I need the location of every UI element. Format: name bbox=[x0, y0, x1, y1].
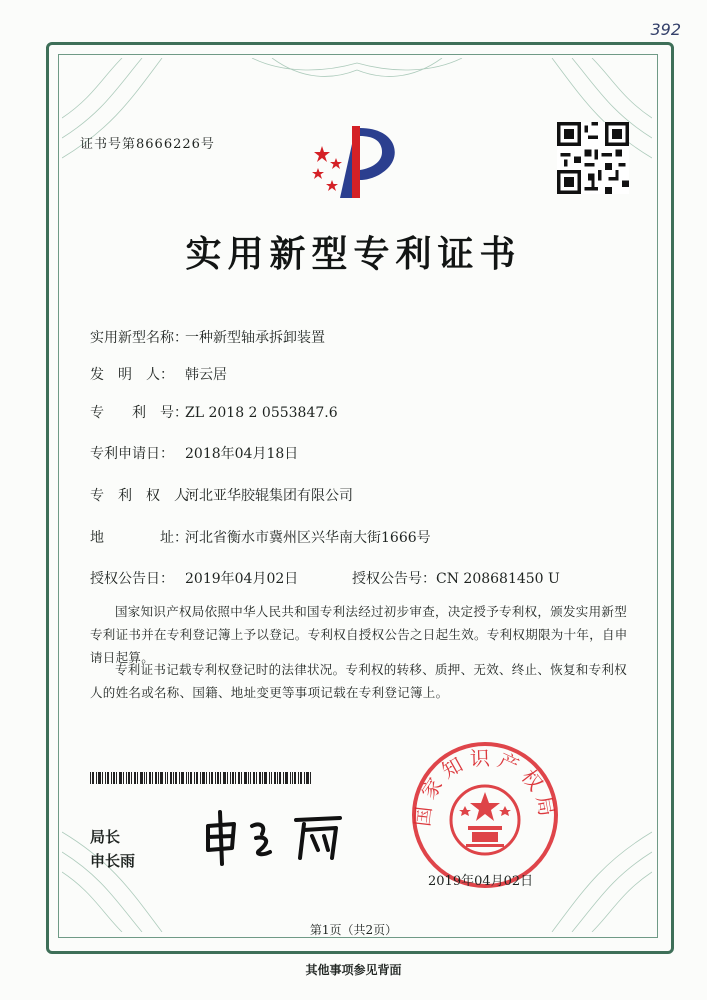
field-value: CN 208681450 U bbox=[436, 571, 560, 587]
barcode-bar bbox=[232, 772, 234, 784]
legal-status-paragraph: 专利证书记载专利权登记时的法律状况。专利权的转移、质押、无效、终止、恢复和专利权人的姓名或名称、国籍、地址变更等事项记载在专利登记簿上。 bbox=[90, 662, 628, 700]
barcode-bar bbox=[200, 772, 201, 784]
barcode-bar bbox=[194, 772, 195, 784]
barcode-bar bbox=[253, 772, 255, 784]
barcode-bar bbox=[244, 772, 247, 784]
field-value: 2019年04月02日 bbox=[185, 571, 299, 587]
field-grant-date bbox=[90, 568, 298, 588]
cnipa-emblem-icon bbox=[300, 124, 410, 202]
barcode-bar bbox=[292, 772, 293, 784]
barcode-bar bbox=[250, 772, 251, 784]
page-number: 第1页（共2页） bbox=[309, 923, 398, 937]
barcode-bar bbox=[269, 772, 270, 784]
barcode-bar bbox=[102, 772, 103, 784]
barcode-bar bbox=[256, 772, 257, 784]
field-label: 发 明 人： bbox=[90, 367, 174, 383]
barcode-bar bbox=[279, 772, 281, 784]
barcode-bar bbox=[158, 772, 159, 784]
barcode-bar bbox=[230, 772, 231, 784]
barcode-bar bbox=[209, 772, 210, 784]
seal-text-ring bbox=[410, 740, 560, 890]
barcode-bar bbox=[238, 772, 240, 784]
signatory-name: 申长雨 bbox=[90, 852, 136, 870]
barcode bbox=[90, 772, 312, 784]
barcode-bar bbox=[113, 772, 115, 784]
barcode-bar bbox=[92, 772, 94, 784]
field-patentee bbox=[90, 485, 353, 505]
barcode-bar bbox=[196, 772, 198, 784]
barcode-bar bbox=[160, 772, 163, 784]
footer-note: 其他事项参见背面 bbox=[305, 963, 402, 977]
barcode-bar bbox=[128, 772, 130, 784]
handwritten-signature bbox=[200, 808, 350, 868]
barcode-bar bbox=[298, 772, 299, 784]
barcode-bar bbox=[175, 772, 177, 784]
barcode-bar bbox=[111, 772, 112, 784]
barcode-bar bbox=[144, 772, 145, 784]
barcode-bar bbox=[134, 772, 136, 784]
barcode-bar bbox=[181, 772, 184, 784]
barcode-bar bbox=[123, 772, 124, 784]
barcode-bar bbox=[190, 772, 192, 784]
field-label: 专 利 权 人： bbox=[90, 488, 202, 504]
barcode-bar bbox=[90, 772, 91, 784]
handwritten-page-number: 392 bbox=[650, 20, 681, 39]
barcode-bar bbox=[241, 772, 242, 784]
field-address bbox=[90, 527, 431, 547]
field-label: 授权公告日： bbox=[90, 571, 174, 587]
field-value: 韩云居 bbox=[185, 367, 227, 383]
field-patent-number bbox=[90, 402, 338, 422]
barcode-bar bbox=[300, 772, 302, 784]
barcode-bar bbox=[277, 772, 278, 784]
field-label: 地 址： bbox=[90, 530, 188, 546]
barcode-bar bbox=[271, 772, 272, 784]
barcode-bar bbox=[137, 772, 138, 784]
barcode-bar bbox=[223, 772, 226, 784]
barcode-bar bbox=[105, 772, 106, 784]
barcode-bar bbox=[149, 772, 151, 784]
field-label: 专利申请日： bbox=[90, 446, 174, 462]
barcode-bar bbox=[202, 772, 205, 784]
barcode-bar bbox=[235, 772, 236, 784]
barcode-bar bbox=[227, 772, 228, 784]
barcode-bar bbox=[304, 772, 305, 784]
qr-code bbox=[557, 122, 629, 194]
svg-text:国家知识产权局: 国家知识产权局 bbox=[410, 745, 560, 828]
barcode-bar bbox=[290, 772, 291, 784]
field-label: 授权公告号： bbox=[352, 571, 436, 587]
barcode-bar bbox=[165, 772, 166, 784]
barcode-bar bbox=[179, 772, 180, 784]
barcode-bar bbox=[217, 772, 219, 784]
barcode-bar bbox=[186, 772, 187, 784]
field-value: 一种新型轴承拆卸装置 bbox=[185, 330, 325, 346]
barcode-bar bbox=[119, 772, 122, 784]
barcode-bar bbox=[259, 772, 261, 784]
barcode-bar bbox=[294, 772, 296, 784]
barcode-bar bbox=[131, 772, 132, 784]
seal-date: 2019年04月02日 bbox=[428, 874, 534, 889]
field-value: 河北亚华胶辊集团有限公司 bbox=[185, 488, 353, 504]
barcode-bar bbox=[274, 772, 276, 784]
barcode-bar bbox=[220, 772, 221, 784]
field-value: 河北省衡水市冀州区兴华南大街1666号 bbox=[185, 530, 431, 546]
barcode-bar bbox=[173, 772, 174, 784]
barcode-bar bbox=[170, 772, 172, 784]
field-value: 2018年04月18日 bbox=[185, 446, 299, 462]
barcode-bar bbox=[126, 772, 127, 784]
barcode-bar bbox=[310, 772, 311, 784]
field-label: 专 利 号： bbox=[90, 405, 188, 421]
field-label: 实用新型名称： bbox=[90, 330, 188, 346]
certificate-title: 实用新型专利证书 bbox=[185, 233, 522, 275]
signatory-title: 局长 bbox=[90, 828, 121, 846]
barcode-bar bbox=[98, 772, 101, 784]
barcode-bar bbox=[211, 772, 213, 784]
barcode-bar bbox=[116, 772, 117, 784]
barcode-bar bbox=[285, 772, 288, 784]
barcode-bar bbox=[107, 772, 109, 784]
barcode-bar bbox=[96, 772, 97, 784]
barcode-bar bbox=[167, 772, 168, 784]
field-utility-model-name bbox=[90, 327, 325, 347]
barcode-bar bbox=[140, 772, 143, 784]
barcode-bar bbox=[215, 772, 216, 784]
field-application-date bbox=[90, 443, 298, 463]
barcode-bar bbox=[206, 772, 207, 784]
barcode-bar bbox=[306, 772, 309, 784]
barcode-bar bbox=[155, 772, 157, 784]
certificate-number: 证书号第8666226号 bbox=[80, 137, 215, 152]
barcode-bar bbox=[262, 772, 263, 784]
barcode-bar bbox=[264, 772, 267, 784]
field-value: ZL 2018 2 0553847.6 bbox=[185, 405, 338, 421]
field-inventor bbox=[90, 364, 227, 384]
field-announcement-number bbox=[352, 568, 560, 588]
barcode-bar bbox=[283, 772, 284, 784]
grant-statement-paragraph: 国家知识产权局依照中华人民共和国专利法经过初步审查，决定授予专利权，颁发实用新型专利证书并在专利登记簿上予以登记。专利权自授权公告之日起生效。专利权期限为十年，自申请日起算。 bbox=[90, 604, 628, 665]
barcode-bar bbox=[146, 772, 147, 784]
barcode-bar bbox=[188, 772, 189, 784]
barcode-bar bbox=[152, 772, 153, 784]
barcode-bar bbox=[248, 772, 249, 784]
